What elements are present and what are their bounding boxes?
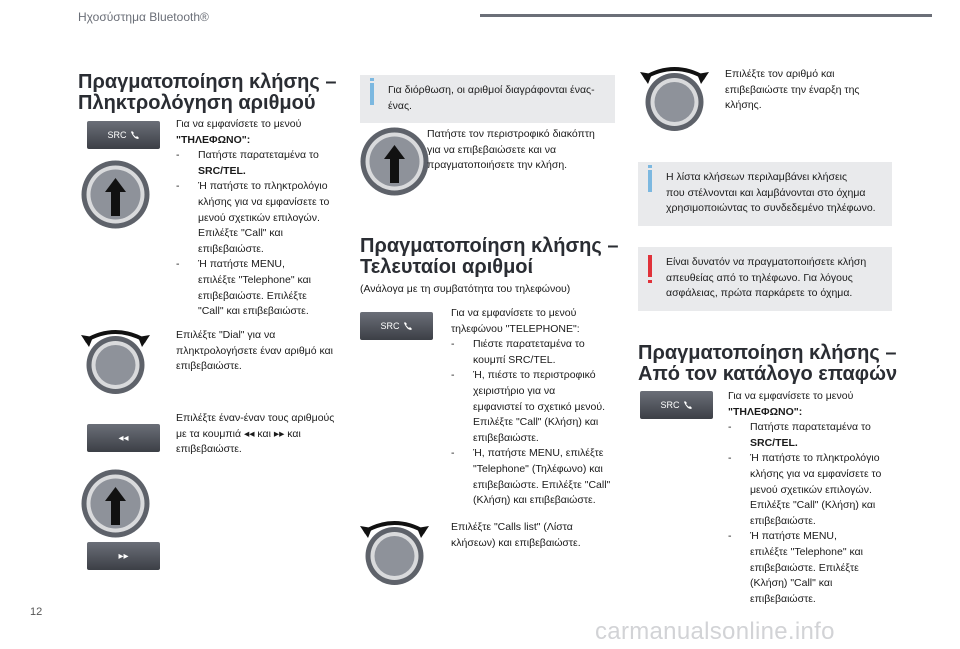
heading-last-numbers [360, 236, 618, 278]
text-line: με τα κουμπιά ◂◂ και ▸▸ και [176, 427, 301, 440]
text-line: επιβεβαιώστε. [750, 592, 816, 605]
header-rule [480, 14, 932, 17]
text-line: ένας. [388, 99, 412, 112]
dash: - [451, 338, 455, 351]
text-line: επιλέξτε "Telephone" και [198, 273, 311, 286]
list-item [176, 148, 346, 179]
dash: - [728, 530, 732, 543]
watermark: carmanualsonline.info [595, 618, 835, 645]
src-label: SRC [380, 321, 400, 331]
text-line: Ή πατήστε MENU, [750, 530, 837, 543]
dash: - [728, 452, 732, 465]
text-line: SRC/TEL. [750, 436, 798, 449]
heading-line: Πληκτρολόγηση αριθμού [78, 92, 316, 114]
src-tel-button[interactable] [87, 121, 160, 149]
select-digits-text [176, 411, 346, 458]
text-line: Ή πατήστε το πληκτρολόγιο [198, 180, 328, 193]
next-button[interactable]: ▸▸ [87, 542, 160, 570]
text-line: Για να εμφανίσετε το μενού [728, 390, 854, 402]
text-line: Πιέστε παρατεταμένα το [473, 338, 585, 351]
text-line: κλήσης για να εμφανίσετε το [198, 195, 330, 208]
text-line: Ή πατήστε το πληκτρολόγιο [750, 452, 880, 465]
text-line: πραγματοποιήσετε την κλήση. [427, 159, 568, 172]
info-note-correction [360, 75, 615, 123]
dash: - [176, 258, 180, 271]
text-line: τηλεφώνου "TELEPHONE": [451, 322, 580, 335]
heading-contacts [638, 343, 897, 385]
text-line: απευθείας από το τηλέφωνο. Για λόγους [666, 271, 853, 284]
text-line: Ή πατήστε MENU, [198, 258, 285, 271]
heading-line: Πραγματοποίηση κλήσης – [360, 235, 619, 257]
select-dial-text [176, 328, 346, 375]
warning-note-safety [638, 247, 892, 311]
text-line: Πατήστε παρατεταμένα το [198, 149, 319, 162]
text-line: "ΤΗΛΕΦΩΝΟ": [176, 133, 251, 146]
list-item [728, 420, 898, 451]
text-line: Ή, πιέστε το περιστροφικό [473, 369, 596, 382]
list-item [451, 446, 621, 508]
text-line: επιβεβαιώστε. [176, 443, 242, 456]
text-line: κλήσης. [725, 99, 762, 112]
text-line: κλήσεων) και επιβεβαιώστε. [451, 536, 581, 549]
contacts-steps [728, 389, 898, 607]
select-number-text [725, 67, 895, 114]
compatibility-note: (Ανάλογα με τη συμβατότητα του τηλεφώνου) [360, 283, 571, 295]
text-line: Επιλέξτε "Call" και [198, 227, 283, 240]
text-line: επιβεβαιώστε. [750, 514, 816, 527]
confirm-call-text [427, 127, 612, 174]
text-line: μενού σχετικών επιλογών. [750, 483, 872, 496]
text-line: Η λίστα κλήσεων περιλαμβάνει κλήσεις [666, 171, 848, 183]
rotary-knob-press-icon[interactable] [79, 158, 152, 231]
heading-line: Τελευταίοι αριθμοί [360, 256, 534, 278]
text-line: κουμπί SRC/TEL. [473, 353, 556, 366]
text-line: που στέλνονται και λαμβάνονται στο όχημα [666, 186, 866, 199]
page-number: 12 [30, 606, 43, 618]
text-line: πληκτρολογήσετε έναν αριθμό και [176, 344, 333, 357]
text-line: επιβεβαιώστε. Επιλέξτε [198, 289, 307, 302]
text-line: Πατήστε παρατεταμένα το [750, 421, 871, 434]
calls-list-text [451, 520, 621, 551]
info-note-calls-list [638, 162, 892, 226]
dial-number-steps [176, 117, 346, 320]
text-line: Για να εμφανίσετε το μενού [176, 118, 302, 130]
text-line: SRC/TEL. [198, 164, 246, 177]
src-label: SRC [107, 130, 127, 140]
heading-line: Πραγματοποίηση κλήσης – [638, 342, 897, 364]
running-header: Ηχοσύστημα Bluetooth® [78, 10, 209, 24]
rotary-knob-turn-icon[interactable] [638, 62, 711, 135]
src-tel-button[interactable] [360, 312, 433, 340]
text-line: "Call" και επιβεβαιώστε. [198, 305, 309, 318]
text-line: Επιλέξτε "Call" (Κλήση) και [473, 416, 599, 429]
warning-icon [648, 255, 652, 277]
list-item [451, 368, 621, 446]
text-line: Είναι δυνατόν να πραγματοποιήσετε κλήση [666, 256, 867, 268]
text-line: για να επιβεβαιώσετε και να [427, 143, 557, 156]
dash: - [451, 369, 455, 382]
text-line: επιβεβαιώστε την έναρξη της [725, 83, 860, 96]
text-line: Πατήστε τον περιστροφικό διακόπτη [427, 128, 595, 140]
text-line: επιβεβαιώστε. [198, 242, 264, 255]
heading-dial-number [78, 72, 336, 114]
prev-button[interactable]: ◂◂ [87, 424, 160, 452]
text-line: Για να εμφανίσετε το μενού [451, 307, 577, 319]
text-line: Επιλέξτε "Call" (Κλήση) και [750, 499, 876, 512]
text-line: Ή, πατήστε MENU, επιλέξτε [473, 447, 604, 460]
text-line: ασφάλειας, πρώτα παρκάρετε το όχημα. [666, 287, 853, 300]
text-line: επιβεβαιώστε. Επιλέξτε [750, 561, 859, 574]
dash: - [451, 447, 455, 460]
info-icon [648, 170, 652, 192]
text-line: Επιλέξτε τον αριθμό και [725, 68, 835, 80]
text-line: επιβεβαιώστε. [176, 360, 242, 373]
list-item [728, 529, 898, 607]
info-icon [370, 83, 374, 105]
heading-line: Από τον κατάλογο επαφών [638, 363, 898, 385]
text-line: χρησιμοποιώντας το συνδεδεμένο τηλέφωνο. [666, 202, 876, 215]
list-item [176, 257, 346, 319]
text-line: μενού σχετικών επιλογών. [198, 211, 320, 224]
text-line: εμφανιστεί το σχετικό μενού. [473, 400, 606, 413]
text-line: Επιλέξτε έναν-έναν τους αριθμούς [176, 412, 335, 424]
text-line: επιλέξτε "Telephone" και [750, 545, 863, 558]
heading-line: Πραγματοποίηση κλήσης – [78, 71, 337, 93]
phone-icon [130, 130, 140, 140]
rotary-knob-press-icon[interactable] [79, 467, 152, 540]
list-item [176, 179, 346, 257]
text-line: "Telephone" (Τηλέφωνο) και [473, 462, 603, 475]
text-line: χειριστήριο για να [473, 384, 556, 397]
phone-icon [683, 400, 693, 410]
text-line: (Κλήση) και επιβεβαιώστε. [473, 494, 596, 507]
rotary-knob-turn-icon[interactable] [79, 325, 152, 398]
text-line: Επιλέξτε "Dial" για να [176, 329, 276, 341]
text-line: κλήσης για να εμφανίσετε το [750, 467, 882, 480]
text-line: "ΤΗΛΕΦΩΝΟ": [728, 405, 803, 418]
rotary-knob-turn-icon[interactable] [358, 516, 431, 589]
dash: - [176, 180, 180, 193]
dash: - [176, 149, 180, 162]
phone-icon [403, 321, 413, 331]
text-line: επιβεβαιώστε. [473, 431, 539, 444]
dash: - [728, 421, 732, 434]
text-line: επιβεβαιώστε. Επιλέξτε "Call" [473, 478, 611, 491]
text-line: Για διόρθωση, οι αριθμοί διαγράφονται ένας- [388, 84, 595, 96]
src-tel-button[interactable] [640, 391, 713, 419]
last-numbers-steps [451, 306, 621, 509]
rotary-knob-press-icon[interactable] [358, 125, 431, 198]
list-item [451, 337, 621, 368]
list-item [728, 451, 898, 529]
text-line: (Κλήση) "Call" και [750, 577, 833, 590]
src-label: SRC [660, 400, 680, 410]
text-line: Επιλέξτε "Calls list" (Λίστα [451, 521, 573, 533]
